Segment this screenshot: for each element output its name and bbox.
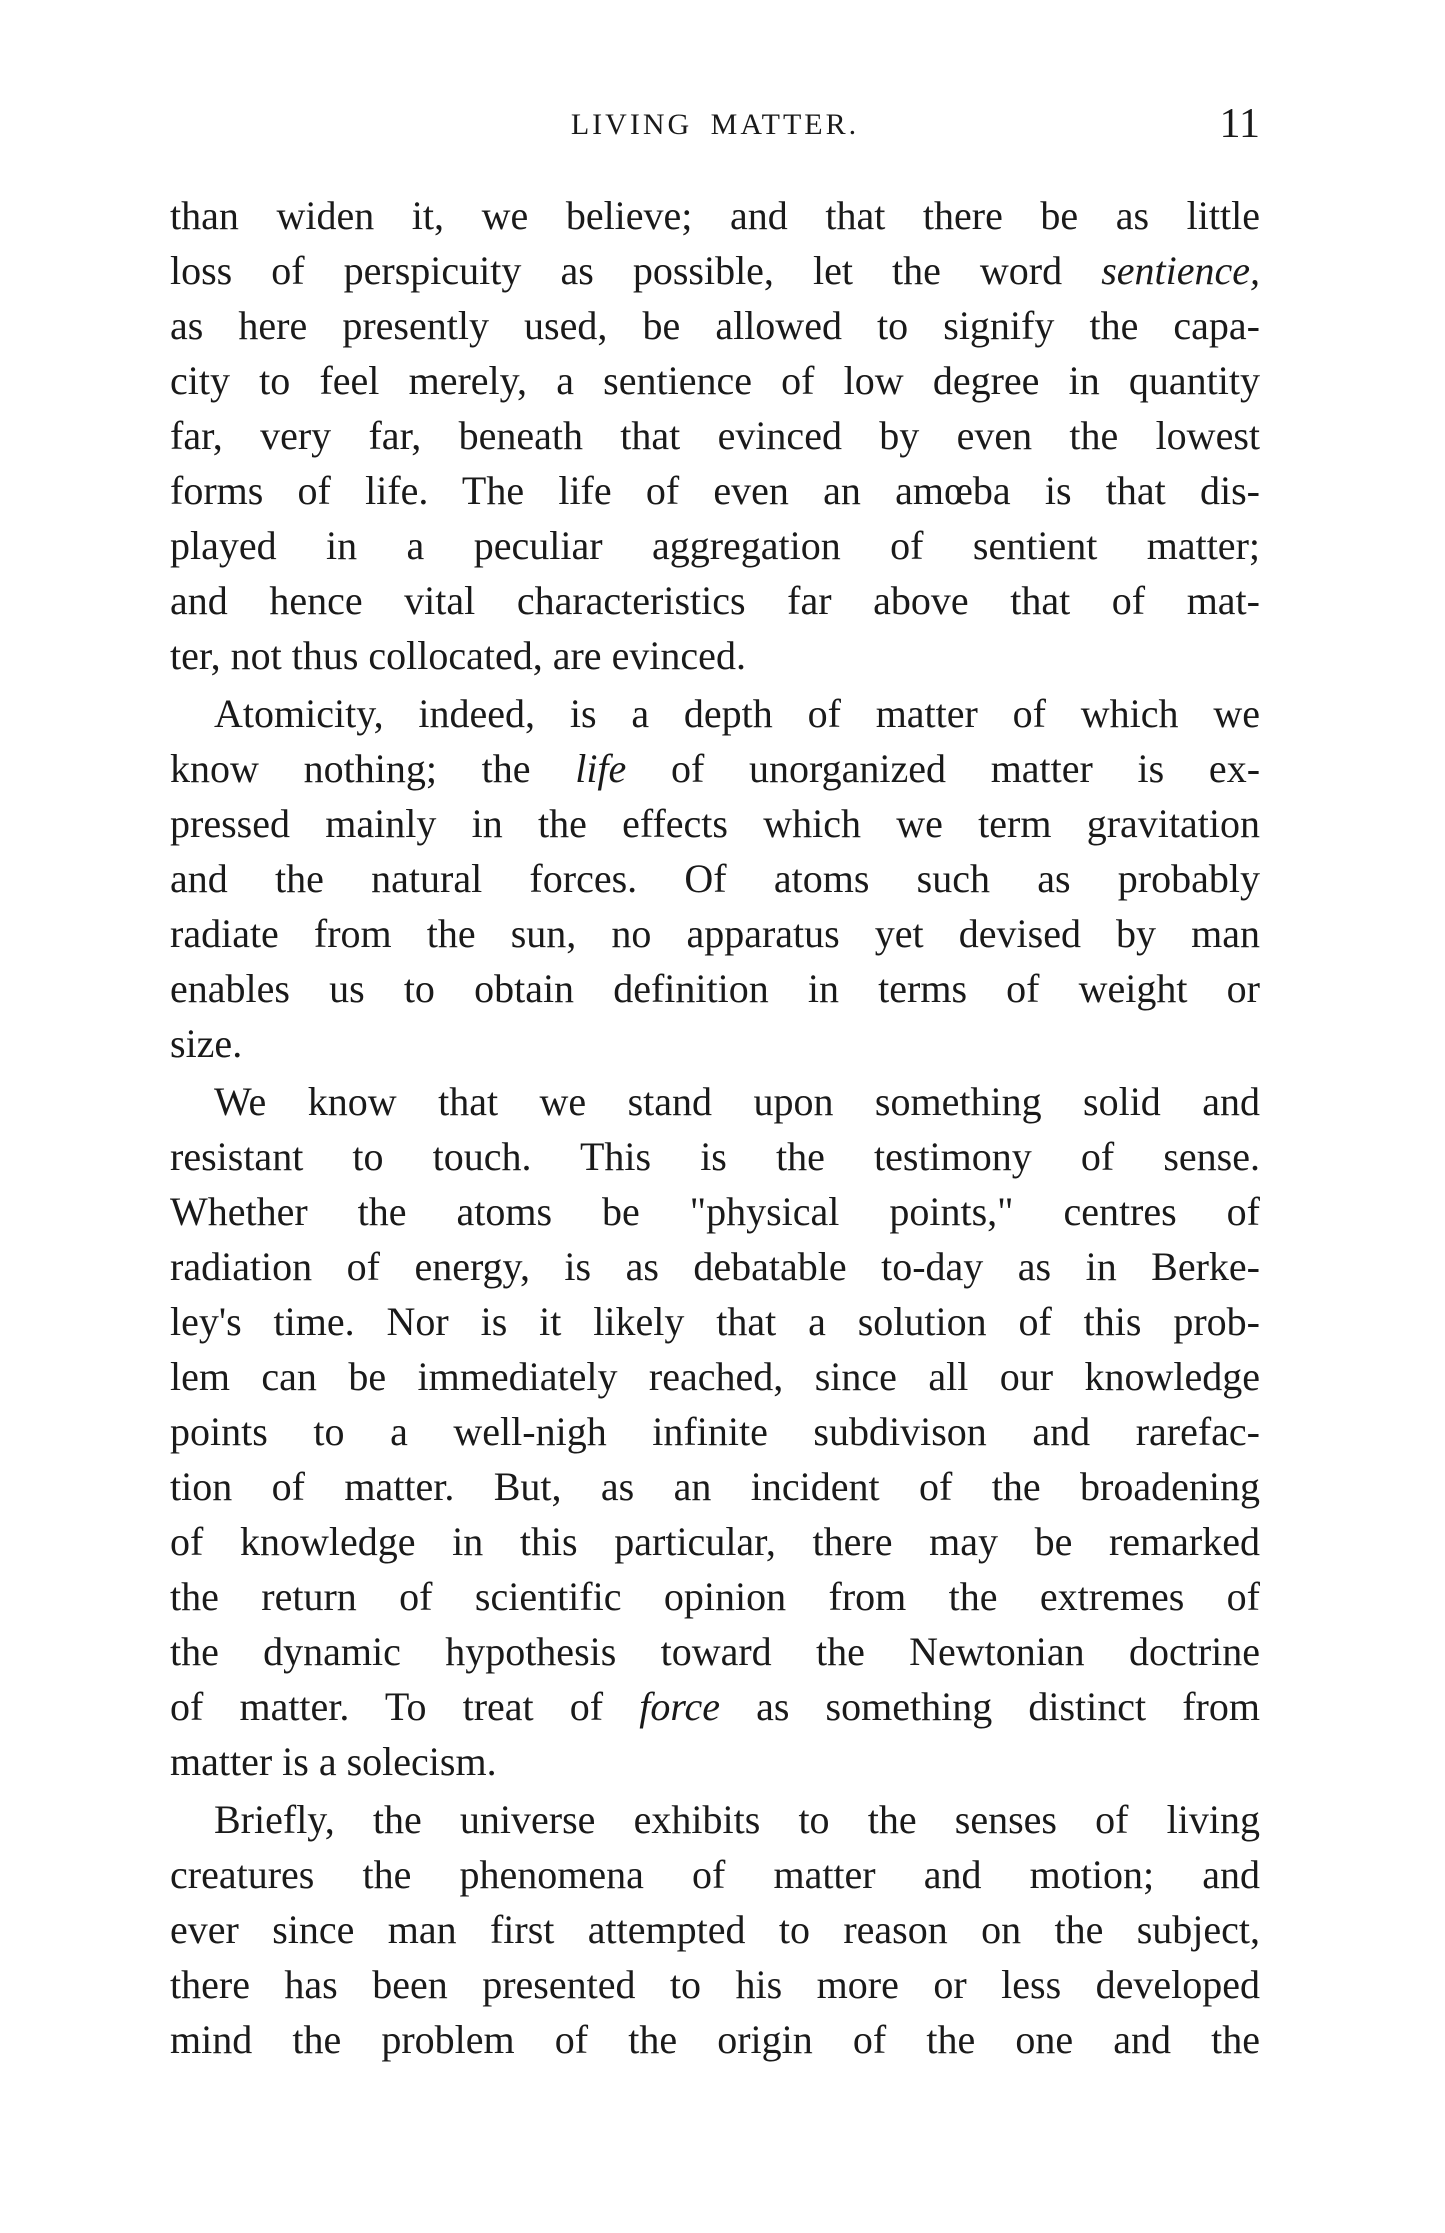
text-line: radiate from the sun, no apparatus yet devised by man (170, 911, 1260, 956)
text-line: Atomicity, indeed, is a depth of matter of which we (214, 691, 1260, 736)
text-line: size. (170, 1021, 243, 1066)
text-line: lem can be immediately reached, since all our knowledge (170, 1354, 1260, 1399)
italic-word: life (575, 746, 627, 791)
body-text (170, 188, 1260, 2067)
text-line: creatures the phenomena of matter and motion; and (170, 1852, 1260, 1897)
text-line: tion of matter. But, as an incident of the broadening (170, 1464, 1260, 1509)
text-line: of matter. To treat of force as something distinct from (170, 1684, 1260, 1729)
text-line: and the natural forces. Of atoms such as probably (170, 856, 1260, 901)
text-line: matter is a solecism. (170, 1739, 497, 1784)
page-number: 11 (1219, 101, 1260, 147)
text-line: radiation of energy, is as debatable to-day as in Berke- (170, 1244, 1260, 1289)
text-line: ley's time. Nor is it likely that a solution of this prob- (170, 1299, 1260, 1344)
italic-word: sentience, (1101, 248, 1260, 293)
text-line: enables us to obtain definition in terms of weight or (170, 966, 1260, 1011)
text-line: ter, not thus collocated, are evinced. (170, 633, 746, 678)
running-head (170, 100, 1260, 150)
text-line: resistant to touch. This is the testimony of sense. (170, 1134, 1260, 1179)
text-line: there has been presented to his more or less developed (170, 1962, 1260, 2007)
text-line: pressed mainly in the effects which we term gravitation (170, 801, 1260, 846)
text-line: know nothing; the life of unorganized matter is ex- (170, 746, 1261, 791)
running-title: LIVING MATTER. (570, 108, 860, 141)
text-line: loss of perspicuity as possible, let the word sentience, (170, 248, 1260, 293)
text-line: than widen it, we believe; and that there be as little (170, 193, 1260, 238)
text-line: points to a well-nigh infinite subdivison and rarefac- (170, 1409, 1260, 1454)
text-line: and hence vital characteristics far above that of mat- (170, 578, 1260, 623)
text-line: forms of life. The life of even an amœba is that dis- (170, 468, 1260, 513)
text-line: mind the problem of the origin of the one and the (170, 2017, 1260, 2062)
text-line: city to feel merely, a sentience of low degree in quantity (170, 358, 1260, 403)
text-line: ever since man first attempted to reason on the subject, (170, 1907, 1260, 1952)
text-line: Briefly, the universe exhibits to the senses of living (214, 1797, 1260, 1842)
text-line: as here presently used, be allowed to signify the capa- (170, 303, 1260, 348)
text-line: the dynamic hypothesis toward the Newtonian doctrine (170, 1629, 1260, 1674)
text-line: the return of scientific opinion from the extremes of (170, 1574, 1260, 1619)
text-line: of knowledge in this particular, there may be remarked (170, 1519, 1260, 1564)
text-line: played in a peculiar aggregation of sentient matter; (170, 523, 1260, 568)
text-line: far, very far, beneath that evinced by even the lowest (170, 413, 1260, 458)
text-line: We know that we stand upon something solid and (214, 1079, 1260, 1124)
italic-word: force (639, 1684, 720, 1729)
text-line: Whether the atoms be "physical points," centres of (170, 1189, 1260, 1234)
